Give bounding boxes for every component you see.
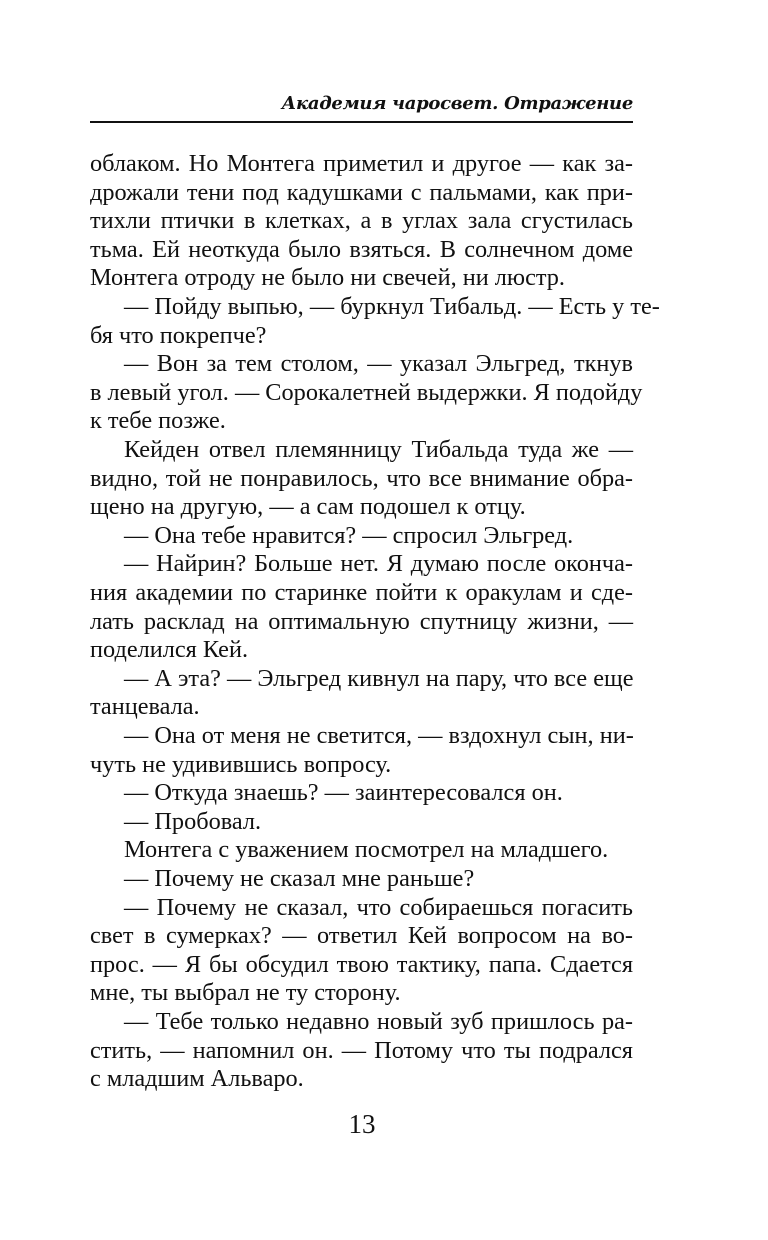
header-rule <box>90 121 633 123</box>
text-line: Монтега отроду не было ни свечей, ни люстр. <box>90 264 565 291</box>
text-line: бя что покрепче? <box>90 322 267 349</box>
text-line: щено на другую, — а сам подошел к отцу. <box>90 493 526 520</box>
text-line: — Тебе только недавно новый зуб пришлось ра- <box>124 1008 633 1035</box>
text-line: Монтега с уважением посмотрел на младшего. <box>124 836 609 863</box>
text-line: Кейден отвел племянницу Тибальда туда же — <box>124 436 633 463</box>
text-line: облаком. Но Монтега приметил и другое — как за- <box>90 150 633 177</box>
text-line: к тебе позже. <box>90 407 226 434</box>
text-line: танцевала. <box>90 693 200 720</box>
text-line: — Пробовал. <box>124 808 262 835</box>
text-line: ния академии по старинке пойти к оракулам и сде- <box>90 579 633 606</box>
text-line: тихли птички в клетках, а в углах зала сгустилась <box>90 207 633 234</box>
text-line: мне, ты выбрал не ту сторону. <box>90 979 401 1006</box>
text-line: — Она тебе нравится? — спросил Эльгред. <box>124 522 574 549</box>
text-line: — Пойду выпью, — буркнул Тибальд. — Есть у те- <box>124 293 660 320</box>
text-line: — Откуда знаешь? — заинтересовался он. <box>124 779 563 806</box>
text-line: — Найрин? Больше нет. Я думаю после оконча- <box>124 550 633 577</box>
text-line: — Почему не сказал, что собираешься погасить <box>124 894 633 921</box>
text-line: тьма. Ей неоткуда было взяться. В солнечном доме <box>90 236 633 263</box>
text-line: свет в сумерках? — ответил Кей вопросом на во- <box>90 922 633 949</box>
text-line: стить, — напомнил он. — Потому что ты подрался <box>90 1037 633 1064</box>
text-line: — А эта? — Эльгред кивнул на пару, что все еще <box>124 665 634 692</box>
text-line: видно, той не понравилось, что все внимание обра- <box>90 465 633 492</box>
text-line: поделился Кей. <box>90 636 249 663</box>
text-line: — Почему не сказал мне раньше? <box>124 865 475 892</box>
text-line: — Она от меня не светится, — вздохнул сын, ни- <box>124 722 634 749</box>
text-line: — Вон за тем столом, — указал Эльгред, ткнув <box>124 350 633 377</box>
text-line: чуть не удивившись вопросу. <box>90 751 392 778</box>
text-line: дрожали тени под кадушками с пальмами, как при- <box>90 179 633 206</box>
text-line: с младшим Альваро. <box>90 1065 304 1092</box>
text-line: прос. — Я бы обсудил твою тактику, папа. Сдается <box>90 951 633 978</box>
text-line: в левый угол. — Сорокалетней выдержки. Я подойду <box>90 379 643 406</box>
running-header-title: Академия чаросвет. Отражение <box>281 93 633 114</box>
page-number: 13 <box>348 1109 376 1139</box>
text-line: лать расклад на оптимальную спутницу жизни, — <box>90 608 633 635</box>
